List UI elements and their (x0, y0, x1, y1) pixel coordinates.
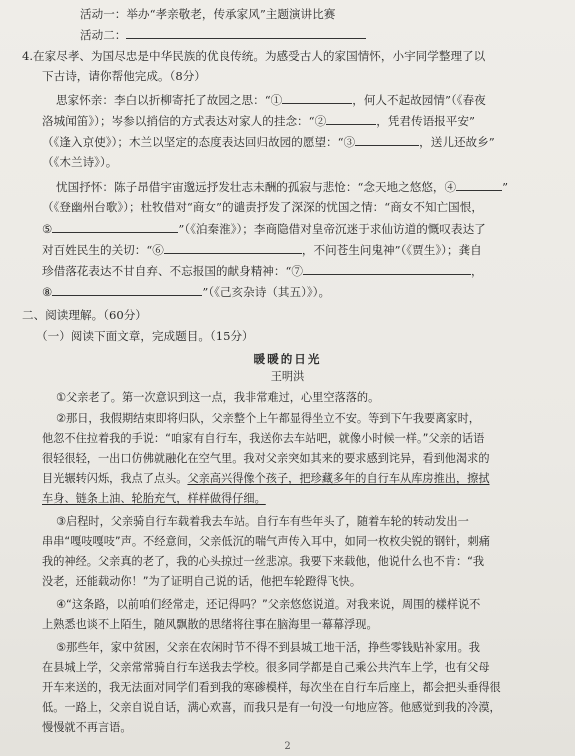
nation-text-1: 忧国抒怀：陈子昂借宇宙邈远抒发壮志未酬的孤寂与悲怆：“念天地之悠悠，④ (56, 180, 457, 194)
page-number: 2 (284, 741, 291, 752)
home-poem-line-1 (56, 91, 575, 108)
home-text-2: ，何人不起故园情”（《春夜 (352, 93, 486, 107)
home-text-3: 洛城闻笛》）；岑参以捎信的方式表达对家人的挂念：“② (42, 114, 327, 128)
nation-poem-line-2: （《登幽州台歌》）；杜牧借对“商女”的谴责抒发了深深的忧国之情：“商女不知亡国恨， (42, 200, 483, 214)
home-text-6: ，送儿还故乡” (419, 135, 495, 149)
blank-1[interactable] (282, 91, 352, 104)
paragraph-3-line-1: ③启程时，父亲骑自行车载着我去车站。自行车有些年头了，随着车轮的转动发出一 (56, 515, 469, 528)
paragraph-5-line-3: 开车来送的，我无法面对同学们看到我的寒碜模样，每次坐在自行车后座上，都会把头垂得很 (42, 681, 501, 694)
paragraph-5-line-2: 在县城上学，父亲常常骑自行车送我去学校。很多同学都是自己乘公共汽车上学，也有父母 (42, 661, 490, 674)
blank-3[interactable] (355, 133, 419, 146)
nation-poem-line-3 (42, 220, 575, 237)
blank-2[interactable] (326, 112, 376, 125)
nation-text-4: ”（《泊秦淮》）；李商隐借对皇帝沉迷于求仙访道的慨叹表达了 (178, 222, 486, 236)
question-4-line-1: 4.在家尽孝、为国尽忠是中华民族的优良传统。为感受古人的家国情怀，小宇同学整理了以 (22, 49, 486, 63)
article-title: 暖暖的日光 (253, 352, 322, 366)
paragraph-5-line-5: 慢慢就不再言语。 (42, 721, 132, 734)
nation-poem-line-6 (42, 283, 575, 300)
p2-text: 目光辗转闪烁，我点了点头。 (42, 472, 188, 485)
paragraph-2-line-5 (42, 491, 575, 507)
underlined-sentence: 父亲高兴得像个孩子，把珍藏多年的自行车从库房推出，擦拭 (187, 472, 490, 485)
paragraph-2-line-3: 很轻很轻，一出口仿佛就融化在空气里。我对父亲突如其来的要求感到诧异，看到他渴求的 (42, 452, 490, 465)
paragraph-1: ①父亲老了。第一次意识到这一点，我非常难过，心里空落落的。 (56, 391, 380, 404)
home-text-5: （《逢入京使》）；木兰以坚定的态度表达回归故园的愿望：“③ (42, 135, 356, 149)
activity-2-label: 活动二： (80, 28, 127, 42)
nation-text-5: 对百姓民生的关切：“⑥ (42, 243, 164, 257)
paragraph-5-line-1: ⑤那些年，家中贫困，父亲在农闲时节不得不到县城工地干活，挣些零钱贴补家用。我 (56, 641, 480, 654)
paragraph-5-line-4: 低。一路上，父亲自说自话，满心欢喜，而我只是有一句没一句地应答。他感觉到我的冷漠， (42, 701, 501, 714)
home-poem-line-2 (42, 112, 575, 129)
article-author: 王明洪 (270, 370, 305, 383)
question-4-line-2: 下古诗，请你帮他完成。（8分） (42, 69, 206, 83)
nation-poem-line-4 (42, 241, 575, 258)
nation-text-2: ” (502, 180, 509, 194)
paragraph-2-line-4 (42, 471, 575, 487)
blank-5[interactable] (52, 220, 178, 233)
activity-2-line (80, 26, 575, 43)
home-text-1: 思家怀亲：李白以折柳寄托了故园之思：“① (56, 93, 283, 107)
blank-4[interactable] (456, 178, 502, 191)
nation-text-10: ”（《己亥杂诗（其五）》）。 (202, 285, 331, 299)
home-poem-line-3 (42, 133, 575, 150)
nation-text-7: 珍借落花表达不甘自弃、不忘报国的献身精神：“⑦ (42, 264, 303, 278)
paragraph-4-line-1: ④“这条路，以前咱们经常走，还记得吗？”父亲悠悠说道。对我来说，周围的樣样说不 (56, 598, 481, 611)
paragraph-2-line-2: 他忽不住拉着我的手说：“咱家有自行车，我送你去车站吧，就像小时候一样。”父亲的话语 (42, 432, 485, 445)
section-2-heading: 二、阅读理解。（60分） (22, 308, 147, 322)
activity-2-blank[interactable] (126, 26, 366, 39)
home-text-4: ，凭君传语报平安” (376, 114, 475, 128)
nation-text-6: ，不问苍生问鬼神”（《贾生》）；龚自 (301, 243, 482, 257)
blank-7[interactable] (303, 262, 471, 275)
nation-poem-line-5 (42, 262, 575, 279)
paragraph-2-line-1: ②那日，我假期结束即将归队，父亲整个上午都显得坐立不安。等到下午我要离家时， (56, 412, 480, 425)
nation-poem-line-1 (56, 178, 575, 195)
paragraph-4-line-2: 上熟悉也谈不上陌生，随风飘散的思绪将往事在脑海里一幕幕浮现。 (42, 618, 378, 631)
paragraph-3-line-2: 串串“嘎吱嘎吱”声。不经意间，父亲低沉的喘气声传入耳中，如同一枚枚尖锐的钢针，刺痛 (42, 535, 490, 548)
section-2-1-heading: （一）阅读下面文章，完成题目。（15分） (36, 329, 254, 343)
nation-text-3: ⑤ (42, 222, 53, 236)
activity-1-line: 活动一：举办“孝亲敬老，传承家风”主题演讲比赛 (80, 7, 336, 21)
paragraph-3-line-3: 我的神经。父亲真的老了，我的心头掠过一丝悲凉。我要下来载他，他说什么也不肯：“我 (42, 555, 485, 568)
blank-8[interactable] (52, 283, 202, 296)
nation-text-9: ⑧ (42, 285, 53, 299)
paragraph-3-line-4: 没老，还能载动你！”为了证明自己说的话，他把车轮蹬得飞快。 (42, 575, 362, 588)
home-poem-line-4: （《木兰诗》）。 (42, 155, 118, 169)
underlined-sentence-end: 车身、链条上油、轮胎充气，样样做得仔细。 (42, 492, 266, 505)
blank-6[interactable] (164, 241, 302, 254)
nation-text-8: ， (471, 264, 483, 278)
